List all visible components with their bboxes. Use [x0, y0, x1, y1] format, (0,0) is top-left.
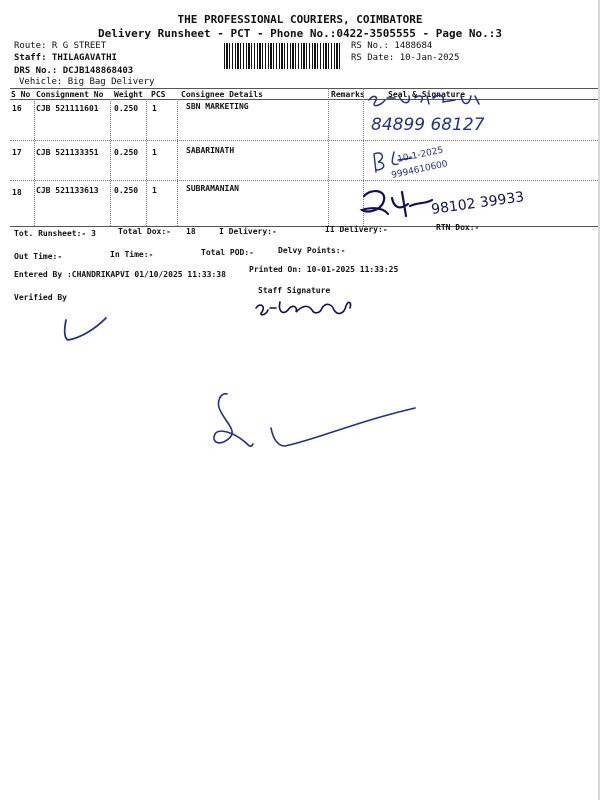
out-time: Out Time:- — [14, 252, 63, 261]
printed-on: Printed On: 10-01-2025 11:33:25 — [249, 265, 399, 274]
i-delivery: I Delivery:- — [219, 227, 277, 236]
row18-signature — [358, 180, 548, 224]
row-consignee: SUBRAMANIAN — [186, 184, 239, 193]
col-remarks: Remarks — [331, 90, 365, 99]
row-sno: 17 — [12, 148, 22, 157]
table-top-rule — [10, 88, 598, 89]
staff-signature — [252, 296, 362, 322]
delvy-points: Delvy Points:- — [278, 246, 346, 255]
col-sno: S No — [11, 90, 31, 99]
staff-label: Staff: THILAGAVATHI — [14, 53, 117, 63]
verified-signature — [58, 312, 118, 346]
rs-date: RS Date: 10-Jan-2025 — [351, 53, 460, 63]
total-pod: Total POD:- — [201, 248, 254, 257]
row18-phone: 98102 39933 — [430, 189, 526, 218]
col-consignee: Consignee Details — [181, 90, 263, 99]
rtn-dox: RTN Dox:- — [436, 223, 480, 232]
col-divider — [110, 99, 111, 226]
row16-phone: 84899 68127 — [371, 115, 485, 135]
row-sno: 18 — [12, 188, 22, 197]
col-divider — [146, 99, 147, 226]
in-time: In Time:- — [110, 250, 154, 259]
runsheet-subtitle: Delivery Runsheet - PCT - Phone No.:0422-3505555 - Page No.:3 — [98, 27, 502, 40]
rs-number: RS No.: 1488684 — [351, 41, 433, 51]
vehicle-label: Vehicle: Big Bag Delivery — [19, 77, 155, 87]
row17-date: 10-1-2025 — [396, 145, 445, 165]
row-pcs: 1 — [152, 186, 157, 195]
company-title: THE PROFESSIONAL COURIERS, COIMBATORE — [177, 13, 423, 26]
barcode — [224, 43, 342, 69]
col-seal-signature: Seal & Signature — [388, 90, 466, 99]
row-consignee: SBN MARKETING — [186, 102, 249, 111]
verified-by-label: Verified By — [14, 293, 67, 302]
row-sno: 16 — [12, 104, 22, 113]
row-weight: 0.250 — [114, 186, 139, 195]
row17-phone: 9994610600 — [390, 159, 449, 181]
entered-by: Entered By :CHANDRIKAPVI 01/10/2025 11:33:38 — [14, 270, 226, 279]
row-consignment: CJB 521111601 — [36, 104, 99, 113]
col-divider — [328, 88, 329, 226]
row-weight: 0.250 — [114, 148, 139, 157]
staff-signature-label: Staff Signature — [258, 286, 331, 295]
col-pcs: PCS — [151, 90, 166, 99]
row16-signature — [365, 92, 515, 138]
row-divider — [10, 140, 598, 141]
col-divider — [34, 99, 35, 226]
col-consignment: Consignment No — [36, 90, 104, 99]
row-weight: 0.250 — [114, 104, 139, 113]
row-pcs: 1 — [152, 104, 157, 113]
row-pcs: 1 — [152, 148, 157, 157]
large-signature — [205, 388, 430, 458]
total-dox-value: 18 — [186, 227, 196, 236]
drs-number: DRS No.: DCJB148868403 — [14, 66, 134, 76]
route-label: Route: R G STREET — [14, 41, 107, 51]
row17-signature — [368, 140, 498, 182]
ii-delivery: II Delivery:- — [325, 225, 388, 234]
total-dox-label: Total Dox:- — [118, 227, 171, 236]
col-weight: Weight — [114, 90, 143, 99]
row-consignment: CJB 521133351 — [36, 148, 99, 157]
row-consignment: CJB 521133613 — [36, 186, 99, 195]
row-consignee: SABARINATH — [186, 146, 235, 155]
tot-runsheet: Tot. Runsheet:- 3 — [14, 229, 96, 238]
table-bottom-rule — [10, 226, 598, 227]
col-divider — [177, 99, 178, 226]
